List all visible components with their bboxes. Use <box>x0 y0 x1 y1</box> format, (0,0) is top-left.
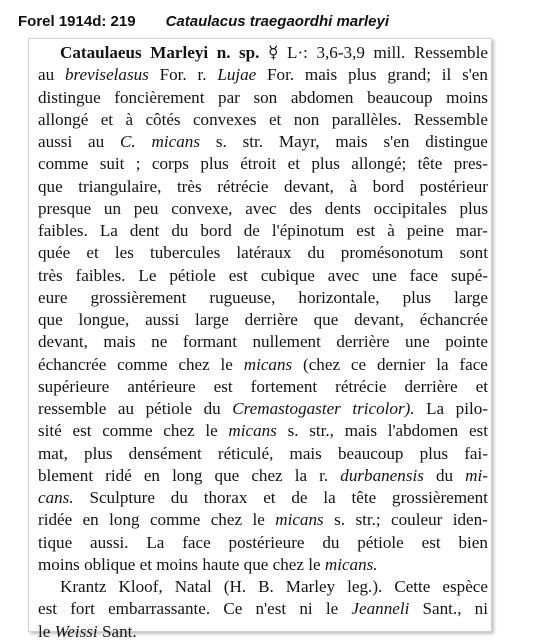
text-line: blement ridé en long que chez la r. durbanensis du mi- <box>38 465 488 485</box>
text-line: mat, plus densément réticulé, mais beaucoup plus fai- <box>38 443 488 463</box>
document-text <box>38 42 488 643</box>
text-line: cans. Sculpture du thorax et de la tête grossièrement <box>38 488 488 507</box>
text-line: sité est comme chez le micans s. str., mais l'abdomen est <box>38 421 488 441</box>
text-line: Krantz Kloof, Natal (H. B. Marley leg.). Cette espèce <box>60 577 488 596</box>
text-line: que longue, aussi large derrière que devant, échancrée <box>38 310 488 329</box>
text-line: très faibles. Le pétiole est cubique avec une face supé- <box>38 265 488 285</box>
text-line: ressemble au pétiole du Cremastogaster tricolor). La pilo- <box>38 399 488 418</box>
text-line: supérieure antérieure est fortement rétrécie derrière et <box>38 376 488 396</box>
citation-reference: Forel 1914d: 219 <box>18 12 136 30</box>
text-line: que triangulaire, très rétrécie devant, à bord postérieur <box>38 176 488 196</box>
text-line: devant, mais ne formant nullement derrière une pointe <box>38 332 488 352</box>
text-line: le Weissi Sant. <box>38 621 137 641</box>
text-line: comme suit ; corps plus étroit et plus allongé; tête pres- <box>38 154 488 174</box>
text-line: distingue foncièrement par son abdomen beaucoup moins <box>38 87 488 107</box>
text-line: ridée en long comme chez le micans s. str.; couleur iden- <box>38 510 488 530</box>
species-name: Cataulacus traegaordhi marleyi <box>165 12 389 30</box>
text-line: aussi au C. micans s. str. Mayr, mais s'en distingue <box>38 132 488 151</box>
text-line: allongé et à côtés convexes et non parallèles. Ressemble <box>38 109 488 129</box>
text-line: est fort embarrassante. Ce n'est ni le Jeanneli Sant., ni <box>38 599 488 619</box>
figure-header <box>18 8 533 34</box>
text-line: eure grossièrement rugueuse, horizontale, plus large <box>38 287 488 307</box>
text-line: faibles. La dent du bord de l'épinotum est à peine mar- <box>38 221 488 240</box>
text-line: tique aussi. La face postérieure du pétiole est bien <box>38 532 488 552</box>
text-line: Cataulaeus Marleyi n. sp. ☿ L·: 3,6-3,9 mill. Ressemble <box>60 43 488 62</box>
text-line: moins oblique et moins haute que chez le micans. <box>38 554 378 574</box>
text-line: presque un peu convexe, avec des dents occipitales plus <box>38 198 488 218</box>
text-line: échancrée comme chez le micans (chez ce dernier la face <box>38 354 488 374</box>
text-line: au breviselasus For. r. Lujae For. mais plus grand; il s'en <box>38 65 488 85</box>
text-line: quée et les tubercules latéraux du promésonotum sont <box>38 243 488 263</box>
